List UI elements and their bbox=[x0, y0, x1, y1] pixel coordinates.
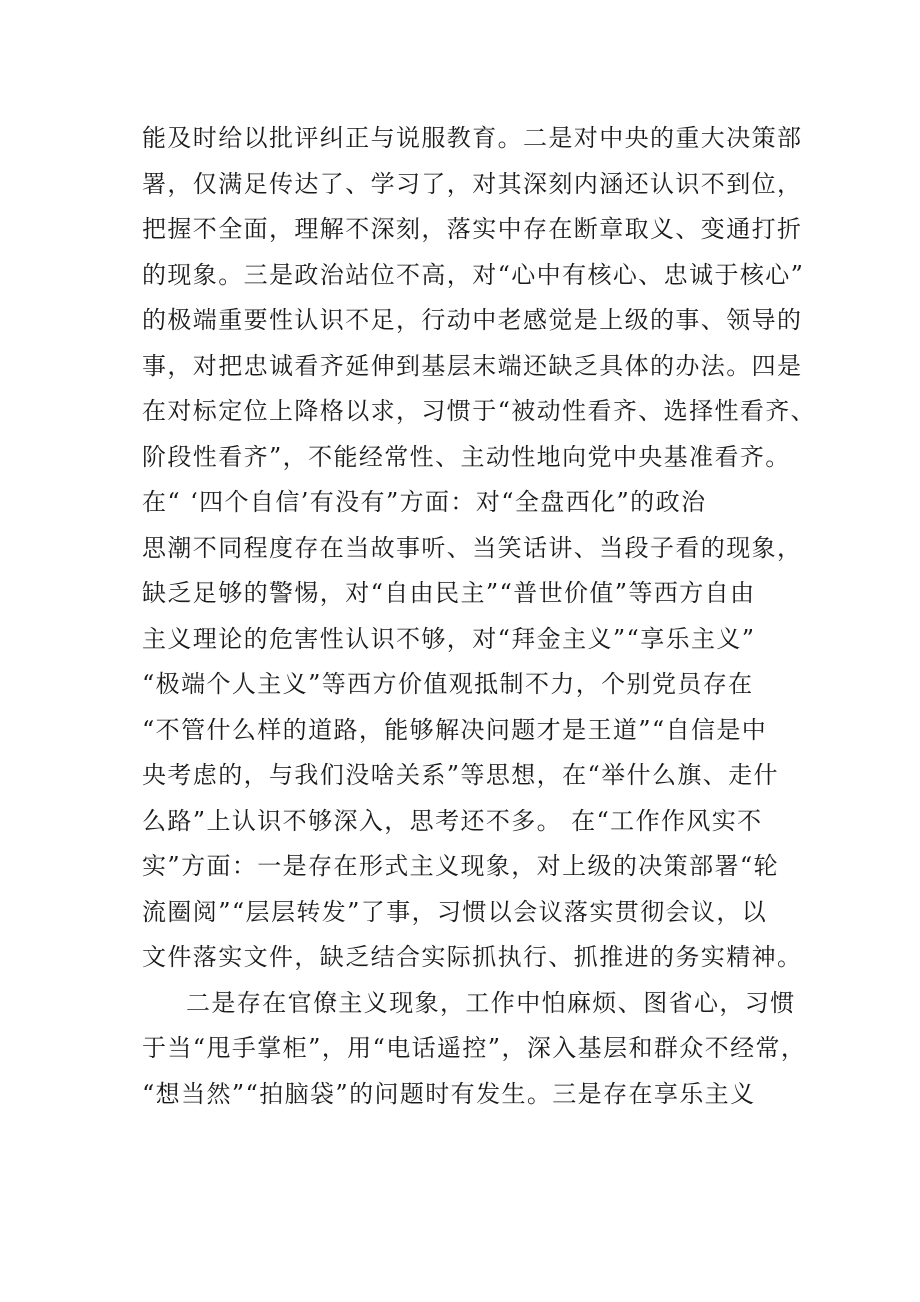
text-line: 文件落实文件，缺乏结合实际抓执行、抓推进的务实精神。 bbox=[142, 943, 803, 971]
text-line: 的现象。三是政治站位不高，对“心中有核心、忠诚于核心” bbox=[142, 260, 805, 289]
text-line: “不管什么样的道路，能够解决问题才是王道”“自信是中 bbox=[142, 715, 768, 744]
text-line: 的极端重要性认识不足，行动中老感觉是上级的事、领导的 bbox=[142, 306, 803, 334]
document-body bbox=[142, 116, 817, 1117]
text-line: 在“ ‘四个自信’有没有”方面：对“全盘西化”的政治 bbox=[142, 488, 707, 516]
text-line: 主义理论的危害性认识不够，对“拜金主义”“享乐主义” bbox=[142, 624, 756, 653]
text-line: “想当然”“拍脑袋”的问题时有发生。三是存在享乐主义 bbox=[142, 1079, 756, 1108]
text-line: 实”方面：一是存在形式主义现象，对上级的决策部署“轮 bbox=[142, 852, 779, 880]
paragraph-first-line: 二是存在官僚主义现象，工作中怕麻烦、图省心，习惯 bbox=[186, 988, 796, 1017]
text-line: “极端个人主义”等西方价值观抵制不力，个别党员存在 bbox=[142, 670, 754, 698]
text-line: 么路”上认识不够深入，思考还不多。 在“工作作风实不 bbox=[142, 806, 763, 835]
text-line: 把握不全面，理解不深刻，落实中存在断章取义、变通打折 bbox=[142, 215, 803, 243]
text-line: 事，对把忠诚看齐延伸到基层末端还缺乏具体的办法。四是 bbox=[142, 351, 803, 380]
text-line: 缺乏足够的警惕，对“自由民主”“普世价值”等西方自由 bbox=[142, 579, 756, 607]
text-line: 阶段性看齐”，不能经常性、主动性地向党中央基准看齐。 bbox=[142, 442, 791, 471]
text-line: 在对标定位上降格以求，习惯于“被动性看齐、选择性看齐、 bbox=[142, 397, 817, 425]
text-line: 署，仅满足传达了、学习了，对其深刻内涵还认识不到位， bbox=[142, 169, 803, 198]
text-line: 于当“甩手掌柜”，用“电话遥控”，深入基层和群众不经常， bbox=[142, 1034, 807, 1062]
text-line: 流圈阅”“层层转发”了事，习惯以会议落实贯彻会议，以 bbox=[142, 897, 768, 926]
text-line: 能及时给以批评纠正与说服教育。二是对中央的重大决策部 bbox=[142, 124, 803, 152]
text-line: 央考虑的，与我们没啥关系”等思想，在“举什么旗、走什 bbox=[142, 761, 779, 789]
text-line: 思潮不同程度存在当故事听、当笑话讲、当段子看的现象， bbox=[142, 533, 803, 562]
